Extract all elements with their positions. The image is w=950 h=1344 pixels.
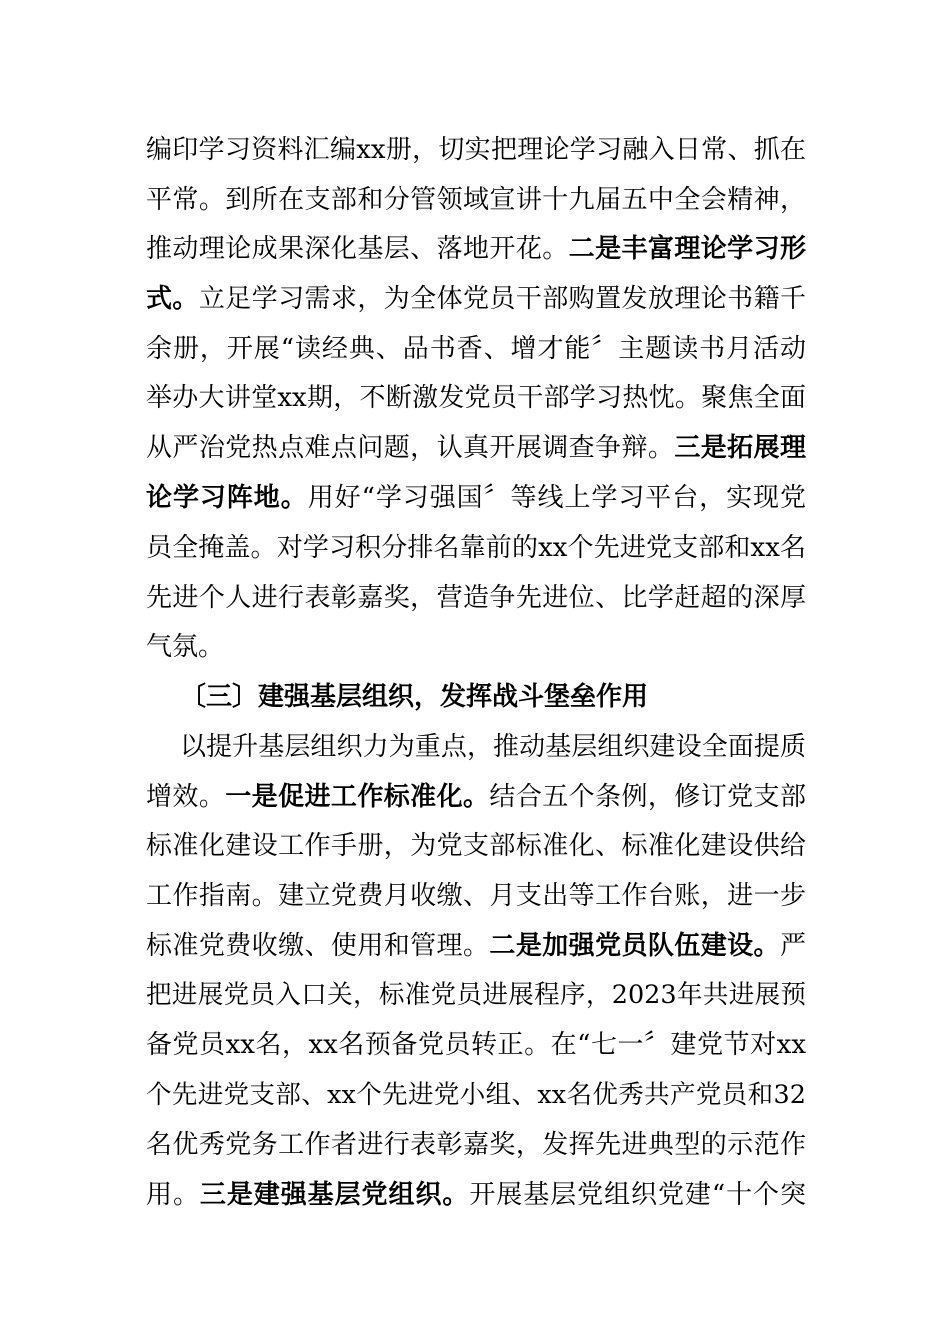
bold-text: 三是建强基层党组织。 bbox=[199, 1180, 470, 1210]
paragraph-line bbox=[146, 428, 806, 468]
text-run: 把进展党员入口关，标准党员进展程序，2023年共进展预 bbox=[146, 980, 806, 1010]
paragraph-line bbox=[146, 1125, 806, 1165]
paragraph-line bbox=[146, 627, 806, 667]
text-run: 个先进党支部、xx个先进党小组、xx名优秀共产党员和32 bbox=[146, 1080, 806, 1110]
paragraph-line bbox=[146, 130, 806, 170]
section-heading bbox=[180, 677, 806, 717]
text-run: 开展基层党组织党建“十个突 bbox=[469, 1180, 806, 1210]
text-run: 举办大讲堂xx期，不断激发党员干部学习热忱。聚焦全面 bbox=[146, 383, 806, 413]
paragraph-line bbox=[146, 478, 806, 518]
text-run: 增效。 bbox=[146, 782, 226, 812]
paragraph-line bbox=[146, 826, 806, 866]
paragraph-line bbox=[146, 1175, 806, 1215]
text-run: 先进个人进行表彰嘉奖，营造争先进位、比学赶超的深厚 bbox=[146, 583, 806, 613]
bold-text: 二是加强党员队伍建设。 bbox=[489, 931, 780, 961]
paragraph-line bbox=[146, 578, 806, 618]
text-run: 平常。到所在支部和分管领域宣讲十九届五中全会精神， bbox=[146, 185, 806, 215]
text-run: 用好“学习强国〞等线上学习平台，实现党 bbox=[307, 483, 806, 513]
text-run: 员全掩盖。对学习积分排名靠前的xx个先进党支部和xx名 bbox=[146, 533, 806, 563]
text-run: 余册，开展“读经典、品书香、增才能〞主题读书月活动 bbox=[146, 334, 806, 364]
bold-text: 二是丰富理论学习形 bbox=[568, 234, 806, 264]
paragraph-line bbox=[146, 926, 806, 966]
paragraph-line bbox=[146, 378, 806, 418]
paragraph-line bbox=[146, 528, 806, 568]
paragraph-line bbox=[146, 975, 806, 1015]
text-run: 工作指南。建立党费月收缴、月支出等工作台账，进一步 bbox=[146, 881, 806, 911]
text-run: 从严治党热点难点问题，认真开展调查争辩。 bbox=[146, 433, 675, 463]
text-run: 标准化建设工作手册，为党支部标准化、标准化建设供给 bbox=[146, 831, 806, 861]
text-run: 编印学习资料汇编xx册，切实把理论学习融入日常、抓在 bbox=[146, 135, 806, 165]
bold-text: 式。 bbox=[146, 284, 199, 314]
paragraph-line bbox=[146, 329, 806, 369]
text-run: 用。 bbox=[146, 1180, 200, 1210]
paragraph-line bbox=[146, 1025, 806, 1065]
paragraph-line bbox=[146, 229, 806, 269]
paragraph-line bbox=[146, 777, 806, 817]
text-run: 气氛。 bbox=[146, 632, 225, 662]
text-run: 推动理论成果深化基层、落地开花。 bbox=[146, 234, 569, 264]
text-run: 备党员xx名，xx名预备党员转正。在“七一〞建党节对xx bbox=[146, 1030, 806, 1060]
paragraph-line bbox=[146, 180, 806, 220]
text-run: 严 bbox=[779, 931, 806, 961]
text-run: 结合五个条例，修订党支部 bbox=[489, 782, 806, 812]
text-run: 名优秀党务工作者进行表彰嘉奖，发挥先进典型的示范作 bbox=[146, 1130, 806, 1160]
bold-text: 论学习阵地。 bbox=[146, 483, 308, 513]
text-run: 立足学习需求，为全体党员干部购置发放理论书籍千 bbox=[198, 284, 806, 314]
bold-text: 一是促进工作标准化。 bbox=[225, 782, 490, 812]
paragraph-line bbox=[146, 876, 806, 916]
paragraph-line bbox=[146, 1075, 806, 1115]
text-run: 标准党费收缴、使用和管理。 bbox=[146, 931, 490, 961]
bold-text: 三是拓展理 bbox=[674, 433, 806, 463]
text-run: 以提升基层组织力为重点，推动基层组织建设全面提质 bbox=[180, 732, 806, 762]
paragraph-line bbox=[146, 279, 806, 319]
paragraph-line bbox=[180, 727, 806, 767]
bold-text: 〔三〕建强基层组织，发挥战斗堡垒作用 bbox=[180, 682, 649, 712]
